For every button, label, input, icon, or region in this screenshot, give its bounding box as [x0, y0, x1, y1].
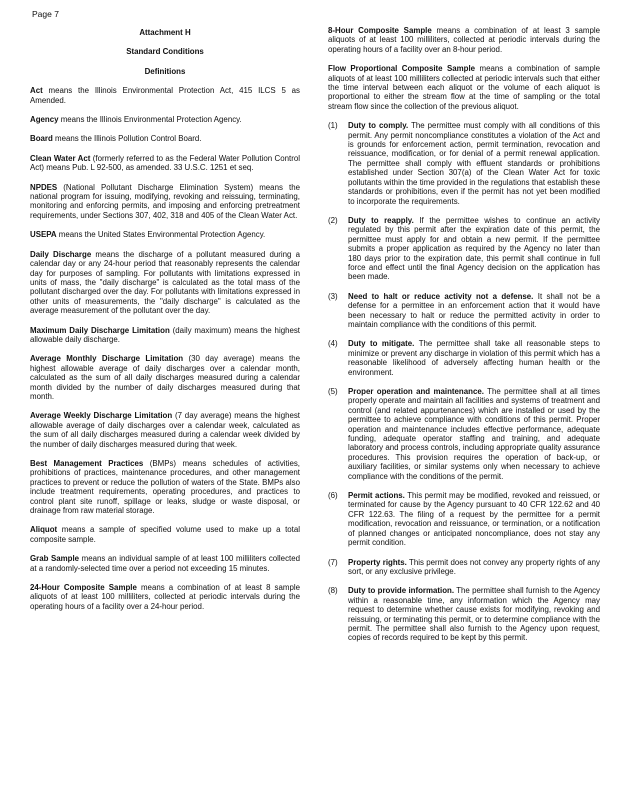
condition-duty-to-mitigate: (4) Duty to mitigate. The permittee shall take all reasonable steps to minimize or prevent any discharge in violation of this permit which has a reasonable likelihood of adversely affecting human health or the environment.	[328, 339, 601, 377]
definition-aliquot: Aliquot means a sample of specified volume used to make up a total composite sample.	[30, 525, 300, 544]
definition-agency: Agency means the Illinois Environmental Protection Agency.	[30, 115, 242, 125]
condition-need-to-halt: (3) Need to halt or reduce activity not a defense. It shall not be a defense for a permittee in an enforcement action that it would have been necessary to halt or reduce the permitted activity in order to maintain compliance with the conditions of this permit.	[328, 291, 600, 329]
attachment-title: Attachment H	[139, 28, 191, 37]
definition-maximum-daily: Maximum Daily Discharge Limitation (daily maximum) means the highest allowable daily discharge.	[30, 325, 300, 344]
definition-24-hour-composite: 24-Hour Composite Sample means a combination of at least 8 sample aliquots of at least 100 milliliters, collected at periodic intervals during the operating hours of a facility over a 24-hour period.	[30, 583, 300, 611]
section-title: Standard Conditions	[126, 47, 204, 57]
right-column	[328, 26, 600, 653]
definition-daily-discharge: Daily Discharge means the discharge of a pollutant measured during a calendar day or any 24-hour period that reasonably represents the calendar day for purposes of sampling. For pollutants with limitations expressed in units of mass, the "daily discharge" is calculated as the total mass of the pollutant discharged over the day. For pollutants with limitations expressed in other units of measurements, the "daily discharge" is calculated as the average measurement of the pollutant over the day.	[30, 249, 300, 316]
definition-act: Act means the Illinois Environmental Protection Act, 415 ILCS 5 as Amended.	[30, 86, 300, 105]
definition-grab-sample: Grab Sample means an individual sample of at least 100 milliliters collected at a randomly-selected time over a period not exceeding 15 minutes.	[30, 554, 300, 573]
condition-duty-to-reapply: (2) Duty to reapply. If the permittee wishes to continue an activity regulated by this permit after the expiration date of this permit, the permittee must apply for and obtain a new permit. If the permittee submits a proper application as required by the Agency no later than 180 days prior to the expiration date, this permit shall continue in full force and effect until the final Agency decision on the application has been made.	[328, 215, 600, 282]
definition-npdes: NPDES (National Pollutant Discharge Elimination System) means the national program for issuing, modifying, revoking and reissuing, terminating, monitoring and enforcing permits, and imposing and enforcing pretreatment requirements, under Sections 307, 402, 318 and 405 of the Clean Water Act.	[30, 182, 300, 220]
definition-bmp: Best Management Practices (BMPs) means schedules of activities, prohibitions of practices, maintenance procedures, and other management practices to prevent or reduce the pollution of waters of the State. BMPs also include treatment requirements, operating procedures, and practices to control plant site runoff, spillage or leaks, sludge or waste disposal, or drainage from raw material storage.	[30, 459, 300, 516]
condition-duty-to-provide-information: (8) Duty to provide information. The permittee shall furnish to the Agency within a reasonable time, any information which the Agency may request to determine whether cause exists for modifying, revoking and reissuing, or terminating this permit, or to determine compliance with the permit. The permittee shall also furnish to the Agency upon request, copies of records required to be kept by this permit.	[328, 586, 600, 643]
left-column	[30, 28, 300, 621]
condition-duty-to-comply: (1) Duty to comply. The permittee must comply with all conditions of this permit. Any permit noncompliance constitutes a violation of the Act and is grounds for enforcement action, permit termination, revocation and reissuance, modification, or for denial of a permit renewal application. The permittee shall comply with effluent standards or prohibitions established under Section 307(a) of the Clean Water Act for toxic pollutants within the time provided in the regulations that establish these standards or prohibitions, even if the permit has not yet been modified to incorporate the requirements.	[328, 121, 600, 206]
definition-usepa: USEPA means the United States Environmental Protection Agency.	[30, 230, 266, 240]
definition-average-weekly: Average Weekly Discharge Limitation (7 day average) means the highest allowable average of daily discharges over a calendar week, calculated as the sum of all daily discharges measured during a calendar week divided by the number of daily discharges measured during that week.	[30, 411, 300, 449]
definition-board: Board means the Illinois Pollution Control Board.	[30, 134, 202, 144]
definition-average-monthly: Average Monthly Discharge Limitation (30 day average) means the highest allowable average of daily discharges over a calendar month, calculated as the sum of all daily discharges measured during a calendar month divided by the number of daily discharges measured during that month.	[30, 354, 300, 401]
page-number: Page 7	[32, 9, 59, 19]
condition-proper-operation: (5) Proper operation and maintenance. The permittee shall at all times properly operate and maintain all facilities and systems of treatment and control (and related appurtenances) which are installed or used by the permittee to achieve compliance with conditions of this permit. Proper operation and maintenance includes effective performance, adequate funding, adequate operator staffing and training, and adequate laboratory and process controls, including appropriate quality assurance procedures. This provision requires the operation of back-up, or auxiliary facilities, or similar systems only when necessary to achieve compliance with the conditions of the permit.	[328, 387, 600, 481]
condition-property-rights: (7) Property rights. This permit does not convey any property rights of any sort, or any exclusive privilege.	[328, 557, 600, 576]
condition-permit-actions: (6) Permit actions. This permit may be modified, revoked and reissued, or terminated for cause by the Agency pursuant to 40 CFR 122.62 and 40 CFR 122.63. The filing of a request by the permittee for a permit modification, revocation and reissuance, or termination, or a notification of planned changes or anticipated noncompliance, does not stay any permit condition.	[328, 491, 600, 548]
definitions-title: Definitions	[144, 66, 186, 76]
definition-8-hour-composite: 8-Hour Composite Sample means a combination of at least 3 sample aliquots of at least 100 milliliters, collected at periodic intervals during the operating hours of a facility over an 8-hour period.	[328, 26, 601, 54]
definition-flow-proportional: Flow Proportional Composite Sample means a combination of sample aliquots of at least 100 milliliters collected at periodic intervals such that either the time interval between each aliquot or the volume of each aliquot is proportional to either the stream flow at the time of sampling or the total stream flow since the collection of the previous aliquot.	[328, 64, 600, 111]
definition-clean-water-act: Clean Water Act (formerly referred to as the Federal Water Pollution Control Act) means Pub. L 92-500, as amended. 33 U.S.C. 1251 et seq.	[30, 153, 300, 173]
